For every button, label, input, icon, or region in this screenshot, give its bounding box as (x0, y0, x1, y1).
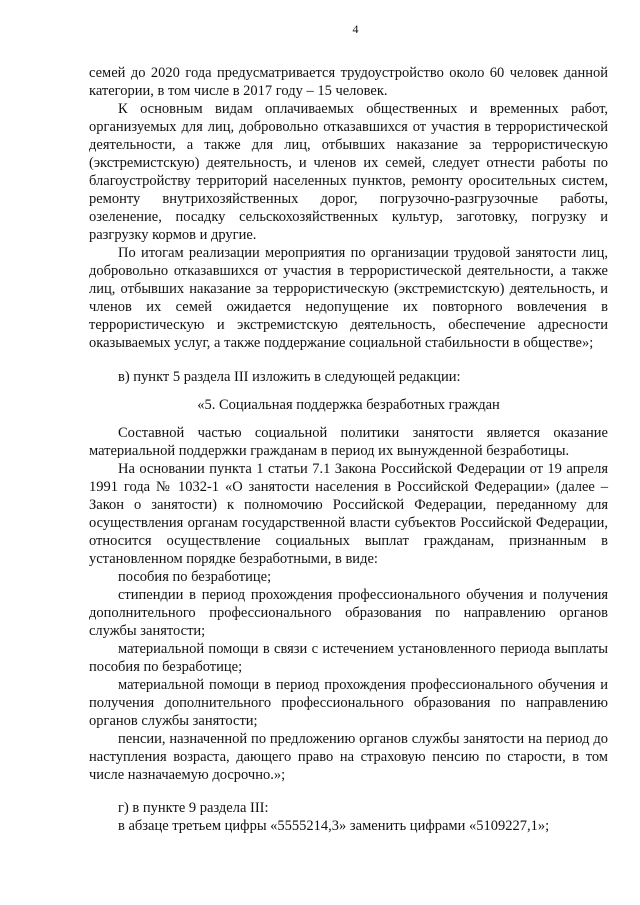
paragraph-social-support: Составной частью социальной политики занятости является оказание материальной поддержки гражданам в период их вынужденной безработицы. (89, 425, 608, 459)
list-item-stipend: стипендии в период прохождения профессионального обучения и получения дополнительного профессионального образования по направлению органов службы занятости; (89, 587, 608, 639)
page-number: 4 (352, 22, 359, 36)
section-heading: «5. Социальная поддержка безработных граждан (197, 397, 500, 413)
paragraph-expected-results: По итогам реализации мероприятия по организации трудовой занятости лиц, добровольно отказавшихся от участия в террористической деятельности, а также лиц, отбывших наказание за террористическую (экстремистскую) деятельность, и членов их семей ожидается недопущение их повторного вовлечения в террористическую и экстремистскую деятельность, обеспечение адресности оказываемых услуг, а также поддержание социальной стабильности в обществе»; (89, 245, 608, 351)
list-item-unemployment-benefit: пособия по безработице; (118, 569, 272, 585)
paragraph-public-works: К основным видам оплачиваемых общественных и временных работ, организуемых для лиц, добровольно отказавшихся от участия в террористической деятельности, а также для лиц, отбывших наказание за террористическую (экстремистскую) деятельность, и членов их семей, следует отнести работы по благоустройству территорий населенных пунктов, ремонту оросительных систем, ремонту внутрихозяйственных дорог, погрузочно-разгрузочные работы, озеленение, посадку сельскохозяйственных культур, заготовку, погрузку и разгрузку кормов и другие. (89, 101, 608, 243)
paragraph-figure-replacement: в абзаце третьем цифры «5555214,3» заменить цифрами «5109227,1»; (118, 818, 550, 834)
paragraph-legal-basis: На основании пункта 1 статьи 7.1 Закона Российской Федерации от 19 апреля 1991 года № 1032-1 «О занятости населения в Российской Федерации» (далее – Закон о занятости) к полномочию Российской Федерации, переданному для осуществления органам государственной власти субъектов Российской Федерации, относится осуществление социальных выплат гражданам, признанным в установленном порядке безработными, в виде: (89, 461, 608, 567)
paragraph-employment-forecast: семей до 2020 года предусматривается трудоустройство около 60 человек данной категории, в том числе в 2017 году – 15 человек. (89, 65, 608, 99)
list-item-material-aid-expiry: материальной помощи в связи с истечением установленного периода выплаты пособия по безработице; (89, 641, 608, 675)
list-item-material-aid-training: материальной помощи в период прохождения профессионального обучения и получения дополнительного профессионального образования по направлению органов службы занятости; (89, 677, 608, 729)
paragraph-amendment-g: г) в пункте 9 раздела III: (118, 800, 269, 816)
paragraph-amendment-v: в) пункт 5 раздела III изложить в следующей редакции: (118, 369, 461, 385)
list-item-pension: пенсии, назначенной по предложению органов службы занятости на период до наступления возраста, дающего право на страховую пенсию по старости, в том числе назначаемую досрочно.»; (89, 731, 608, 783)
